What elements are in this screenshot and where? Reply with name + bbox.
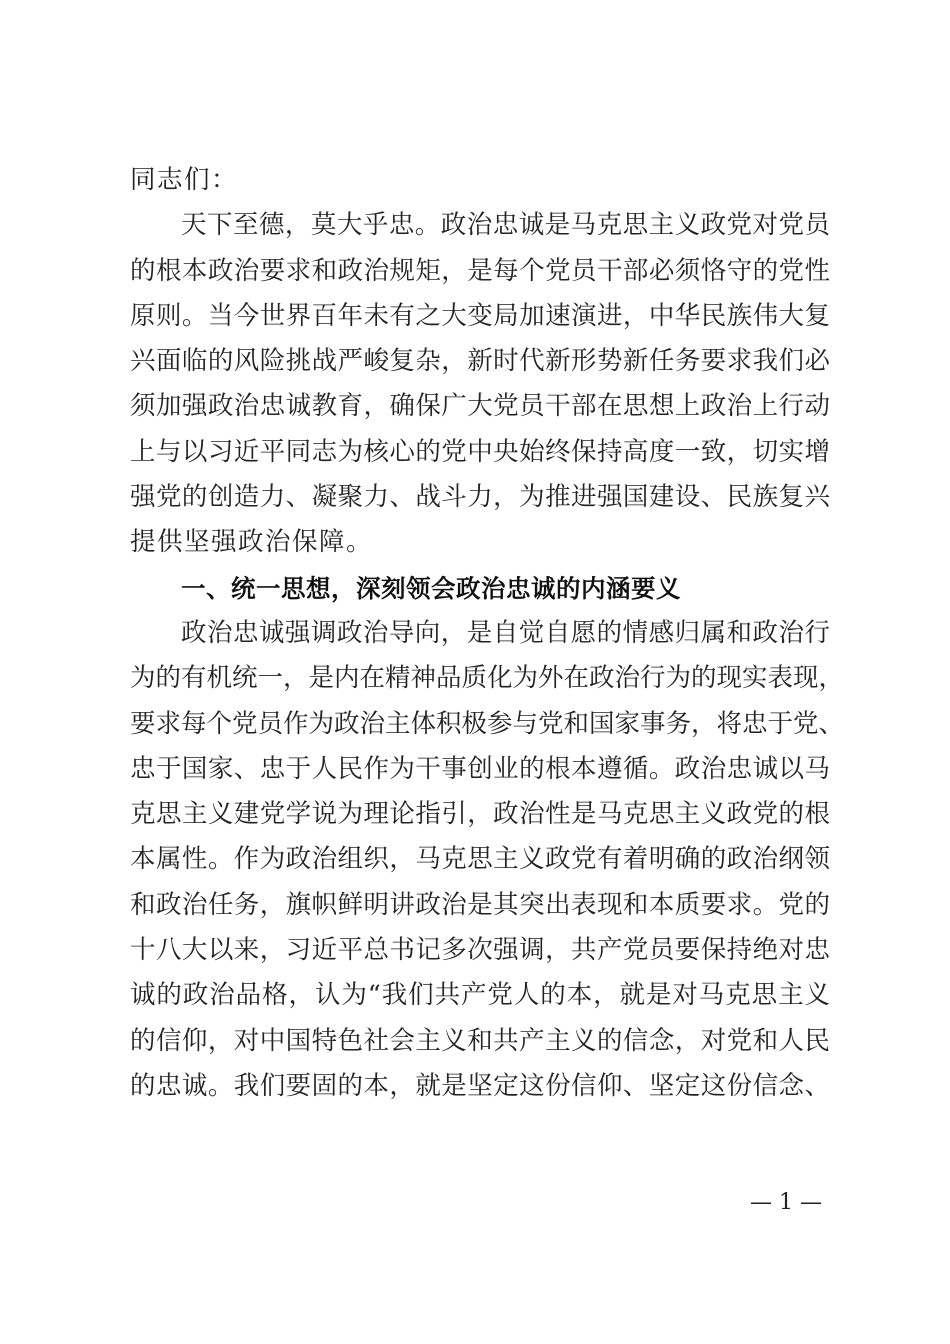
paragraph-line: 本属性。作为政治组织，马克思主义政党有着明确的政治纲领 <box>130 844 830 875</box>
paragraph-line: 为的有机统一，是内在精神品质化为外在政治行为的现实表现， <box>130 663 845 694</box>
paragraph-line: 原则。当今世界百年未有之大变局加速演进，中华民族伟大复 <box>130 300 830 331</box>
paragraph-line: 天下至德，莫大乎忠。政治忠诚是马克思主义政党对党员 <box>181 210 830 241</box>
paragraph-line: 克思主义建党学说为理论指引，政治性是马克思主义政党的根 <box>130 799 830 830</box>
paragraph-line: 兴面临的风险挑战严峻复杂，新时代新形势新任务要求我们必 <box>130 346 830 377</box>
paragraph-line: 的信仰，对中国特色社会主义和共产主义的信念，对党和人民 <box>130 1025 830 1056</box>
salutation: 同志们： <box>130 165 239 195</box>
paragraph-line: 的忠诚。我们要固的本，就是坚定这份信仰、坚定这份信念、 <box>130 1070 830 1101</box>
paragraph-line: 政治忠诚强调政治导向，是自觉自愿的情感归属和政治行 <box>181 617 830 648</box>
paragraph-line: 提供坚强政治保障。 <box>130 527 374 558</box>
section-heading: 一、统一思想，深刻领会政治忠诚的内涵要义 <box>181 573 681 603</box>
paragraph-line: 诚的政治品格，认为“我们共产党人的本，就是对马克思主义 <box>130 980 830 1011</box>
paragraph-line: 忠于国家、忠于人民作为干事创业的根本遵循。政治忠诚以马 <box>130 753 830 784</box>
paragraph-line: 和政治任务，旗帜鲜明讲政治是其突出表现和本质要求。党的 <box>130 889 830 920</box>
page-number: — 1 — <box>750 1190 822 1215</box>
paragraph-line: 强党的创造力、凝聚力、战斗力，为推进强国建设、民族复兴 <box>130 482 830 513</box>
paragraph-line: 的根本政治要求和政治规矩，是每个党员干部必须恪守的党性 <box>130 255 830 286</box>
paragraph-line: 须加强政治忠诚教育，确保广大党员干部在思想上政治上行动 <box>130 391 830 422</box>
document-body <box>130 158 845 1109</box>
paragraph-line: 要求每个党员作为政治主体积极参与党和国家事务，将忠于党、 <box>130 708 845 739</box>
paragraph-line: 十八大以来，习近平总书记多次强调，共产党员要保持绝对忠 <box>130 935 830 966</box>
paragraph-line: 上与以习近平同志为核心的党中央始终保持高度一致，切实增 <box>130 436 830 467</box>
